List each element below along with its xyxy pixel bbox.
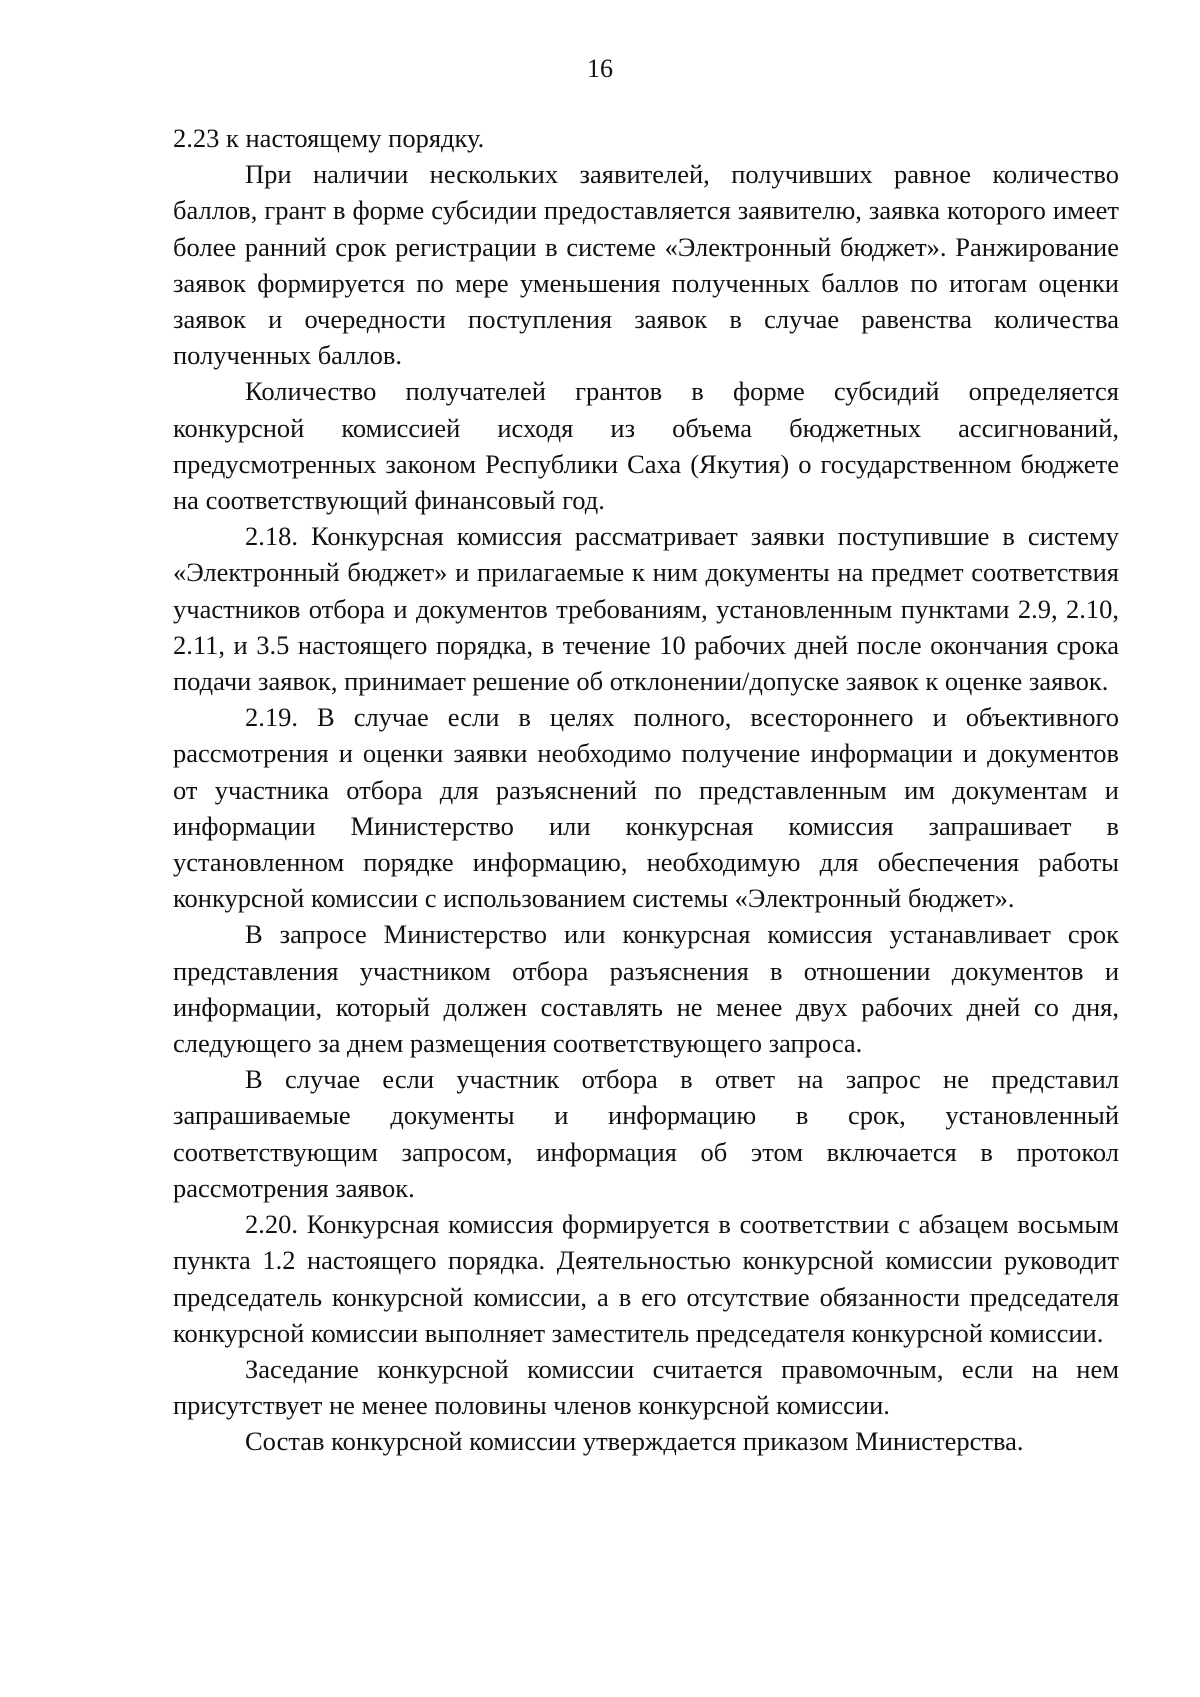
- paragraph-commission-composition: Состав конкурсной комиссии утверждается приказом Министерства.: [245, 1426, 1024, 1457]
- paragraph-request-deadline: В запросе Министерство или конкурсная комиссия устанавливает срок представления участником отбора разъяснения в отношении документов и информации, который должен составлять не менее двух рабочих дней со дня, следующего за днем размещения соответствующего запроса.: [173, 919, 1119, 1059]
- paragraph-missing-documents: В случае если участник отбора в ответ на запрос не представил запрашиваемые документы и информацию в срок, установленный соответствующим запросом, информация об этом включается в протокол рассмотрения заявок.: [173, 1064, 1119, 1203]
- page-number: 16: [587, 54, 613, 83]
- paragraph-grant-recipients-count: Количество получателей грантов в форме субсидий определяется конкурсной комиссией исходя из объема бюджетных ассигнований, предусмотренных законом Республики Саха (Якутия) о государственном бюджете на соответствующий финансовый год.: [173, 376, 1119, 516]
- paragraph-2-20: 2.20. Конкурсная комиссия формируется в соответствии с абзацем восьмым пункта 1.2 настоящего порядка. Деятельностью конкурсной комиссии руководит председатель конкурсной комиссии, а в его отсутствие обязанности председателя конкурсной комиссии выполняет заместитель председателя конкурсной комиссии.: [173, 1209, 1119, 1348]
- paragraph-quorum: Заседание конкурсной комиссии считается правомочным, если на нем присутствует не менее половины членов конкурсной комиссии.: [173, 1353, 1119, 1421]
- paragraph-2-19: 2.19. В случае если в целях полного, всестороннего и объективного рассмотрения и оценки заявки необходимо получение информации и документов от участника отбора для разъяснений по представленным им документам и информации Министерство или конкурсная комиссия запрашивает в установленном порядке информацию, необходимую для обеспечения работы конкурсной комиссии с использованием системы «Электронный бюджет».: [173, 702, 1119, 914]
- paragraph-equal-scores: При наличии нескольких заявителей, получивших равное количество баллов, грант в форме субсидии предоставляется заявителю, заявка которого имеет более ранний срок регистрации в системе «Электронный бюджет». Ранжирование заявок формируется по мере уменьшения полученных баллов по итогам оценки заявок и очередности поступления заявок в случае равенства количества полученных баллов.: [173, 159, 1119, 371]
- document-body: [173, 120, 1119, 1460]
- paragraph-2-18: 2.18. Конкурсная комиссия рассматривает заявки поступившие в систему «Электронный бюджет» и прилагаемые к ним документы на предмет соответствия участников отбора и документов требованиям, установленным пунктами 2.9, 2.10, 2.11, и 3.5 настоящего порядка, в течение 10 рабочих дней после окончания срока подачи заявок, принимает решение об отклонении/допуске заявок к оценке заявок.: [173, 521, 1119, 697]
- paragraph-continuation: 2.23 к настоящему порядку.: [173, 123, 485, 153]
